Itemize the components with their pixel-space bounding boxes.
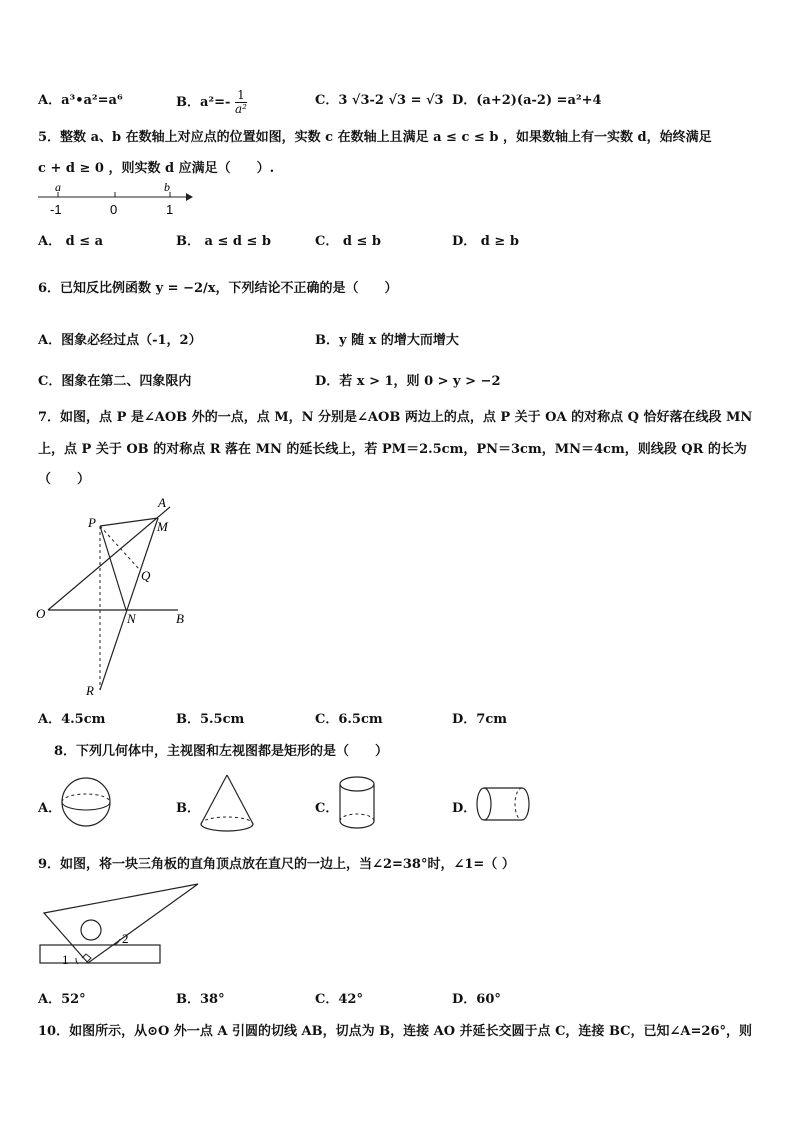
q7-label-O: O [36,606,46,621]
q6-option-a[interactable]: A．图象必经过点（-1，2） [38,333,202,348]
q5-stem-line1: 5．整数 a、b 在数轴上对应点的位置如图，实数 c 在数轴上且满足 a ≤ c ≤ b ，如果数轴上有一实数 d，始终满足 [38,130,712,145]
q6-option-c[interactable]: C．图象在第二、四象限内 [38,374,192,389]
q6-option-d[interactable]: D．若 x > 1，则 0 > y > −2 [315,374,501,389]
q5-option-d[interactable]: D． d ≥ b [452,234,519,249]
cylinder-icon [337,774,377,832]
q5-number-line [38,180,198,220]
q7-label-B: B [176,611,184,626]
q5-tick-1: 1 [166,202,174,217]
q4-option-d[interactable]: D．(a+2)(a-2) =a²+4 [452,93,602,108]
q7-option-a[interactable]: A．4.5cm [38,712,106,727]
q5-stem-line2: c + d ≥ 0 ，则实数 d 应满足（ ）. [38,161,275,176]
q9-triangle-ruler-figure [36,880,206,970]
q10-stem: 10．如图所示，从⊙O 外一点 A 引圆的切线 AB，切点为 B，连接 AO 并延长交圆于点 C，连接 BC，已知∠A=26°，则 [38,1024,752,1039]
q4-option-b-fraction [235,89,247,116]
q7-label-P: P [88,515,96,530]
q8-stem: 8．下列几何体中，主视图和左视图都是矩形的是（ ） [54,744,389,759]
q7-label-A: A [158,495,166,510]
horizontal-cylinder-icon [474,786,534,824]
q7-label-M: M [157,519,168,534]
q4-option-b-denominator: a² [234,102,247,116]
q5-option-c[interactable]: C． d ≤ b [315,234,381,249]
sphere-icon [60,776,114,828]
q7-option-d[interactable]: D．7cm [452,712,507,727]
q7-angle-figure [30,492,200,702]
q8-option-c[interactable]: C． [315,801,339,816]
q7-stem-line1: 7．如图，点 P 是∠AOB 外的一点，点 M，N 分别是∠AOB 两边上的点，点 P 关于 OA 的对称点 Q 恰好落在线段 MN [38,410,753,425]
q7-label-N: N [127,611,136,626]
q6-stem: 6．已知反比例函数 y = −2/x，下列结论不正确的是（ ） [38,281,398,296]
q9-stem: 9．如图，将一块三角板的直角顶点放在直尺的一边上，当∠2=38°时，∠1=（ ） [38,857,515,872]
q7-stem-line3: （ ） [38,472,91,487]
q5-option-a[interactable]: A． d ≤ a [38,234,104,249]
q7-option-b[interactable]: B．5.5cm [176,712,245,727]
q9-option-a[interactable]: A．52° [38,992,86,1007]
q4-option-b[interactable] [176,89,247,116]
q9-option-b[interactable]: B．38° [176,992,225,1007]
q4-option-c[interactable]: C．3 √3-2 √3 = √3 [315,93,444,108]
q8-option-b[interactable]: B． [176,801,200,816]
q5-label-b: b [164,180,170,194]
q7-label-Q: Q [141,568,151,583]
q7-option-c[interactable]: C．6.5cm [315,712,383,727]
q5-label-a: a [55,180,61,194]
q9-option-d[interactable]: D．60° [452,992,501,1007]
q9-option-c[interactable]: C．42° [315,992,363,1007]
q5-option-b[interactable]: B． a ≤ d ≤ b [176,234,272,249]
q9-angle-2-label: 2 [122,931,129,946]
q8-option-d[interactable]: D． [452,801,477,816]
q8-option-a[interactable]: A． [38,801,62,816]
q5-tick-0: 0 [110,202,118,217]
q5-tick-neg1: -1 [50,202,62,217]
q7-stem-line2: 上，点 P 关于 OB 的对称点 R 落在 MN 的延长线上，若 PM＝2.5cm，PN＝3cm，MN＝4cm，则线段 QR 的长为 [38,442,747,457]
q4-option-b-prefix: B．a²=- [176,95,231,110]
q7-label-R: R [86,683,94,698]
q4-option-b-numerator: 1 [235,89,247,103]
q9-angle-1-label: 1 [62,952,69,967]
q6-option-b[interactable]: B．y 随 x 的增大而增大 [315,333,459,348]
q4-option-a[interactable]: A．a³•a²=a⁶ [38,93,123,108]
cone-icon [198,772,256,834]
